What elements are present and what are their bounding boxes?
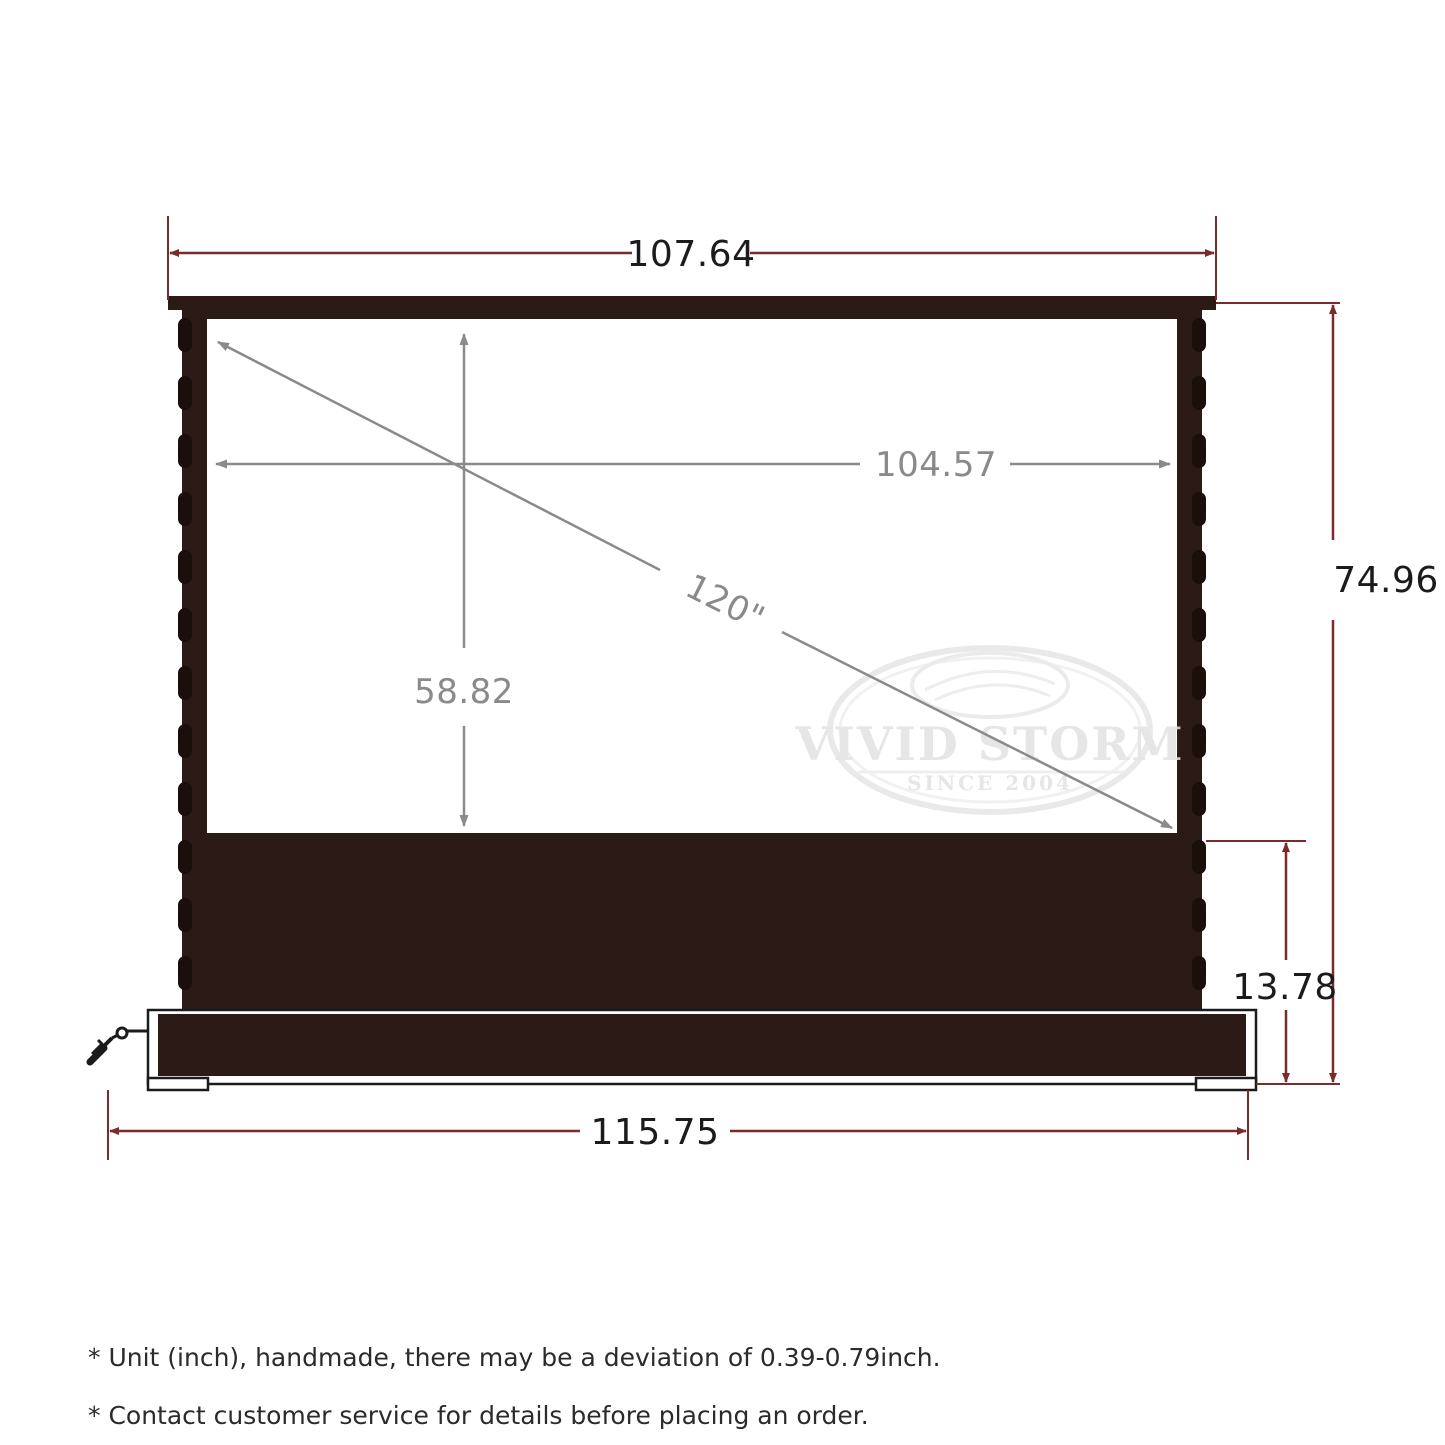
base-foot-left [148,1078,208,1090]
dimension-label-screen-height: 58.82 [414,672,514,712]
base-foot-right [1196,1078,1256,1090]
base-body [158,1014,1246,1076]
dimension-label-screen-width: 104.57 [875,445,997,485]
power-cord-icon [90,1028,148,1062]
dimension-label-base-height: 13.78 [1232,967,1338,1008]
dimension-base-width [108,1090,1248,1160]
base-cabinet [148,1010,1256,1090]
watermark-sub-text: SINCE 2004 [907,771,1073,795]
dimension-label-base-width: 115.75 [590,1112,720,1153]
dimension-outer-top-width [168,216,1216,300]
cabinet-top-bar [168,296,1216,310]
note-line-1: * Unit (inch), handmade, there may be a deviation of 0.39-0.79inch. [88,1343,941,1372]
dimension-label-diagonal: 120" [679,566,771,640]
dimension-label-outer-height: 74.96 [1333,560,1439,601]
watermark-main-text: VIVID STORM [795,717,1185,771]
note-line-2: * Contact customer service for details before placing an order. [88,1401,869,1430]
dimension-label-top-width: 107.64 [626,234,756,275]
